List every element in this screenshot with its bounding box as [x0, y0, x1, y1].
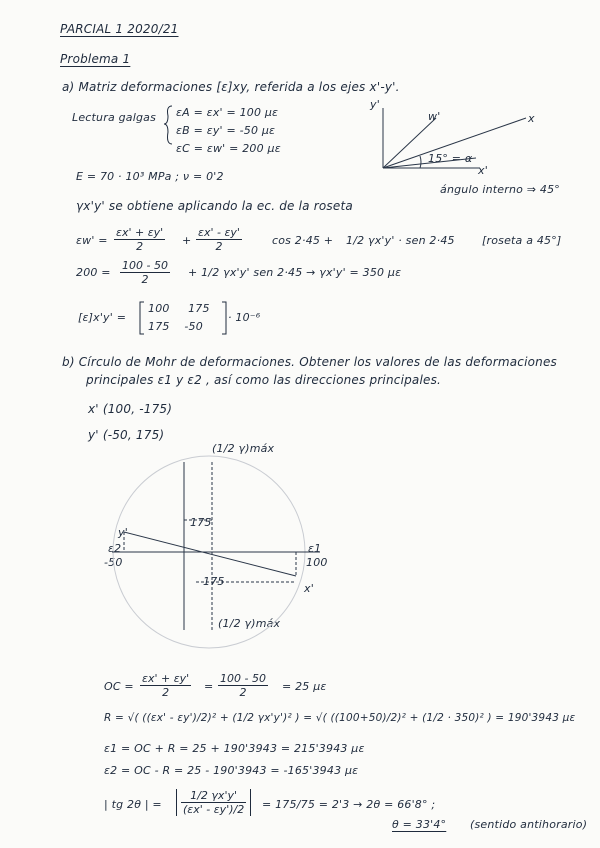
sub-rest: + 1/2 γx'y' sen 2·45 → γx'y' = 350 με [188, 266, 402, 279]
eq-rosette-note: [roseta a 45°] [482, 234, 562, 247]
mohr-175-bottom: 175 [203, 575, 225, 588]
part-b-heading-2: principales ε1 y ε2 , así como las direcciones principales. [86, 373, 442, 387]
part-a-heading: a) Matriz deformaciones [ε]xy, referida a los ejes x'-y'. [62, 80, 400, 94]
eq-shear-term: 1/2 γx'y' · sen 2·45 [346, 234, 455, 247]
diagram-xp-label: x' [478, 164, 488, 177]
gauge-a: εA = εx' = 100 με [176, 106, 279, 119]
mohr-100: 100 [306, 556, 328, 569]
matrix-scale: · 10⁻⁶ [228, 311, 261, 324]
e1-eq: ε1 = OC + R = 25 + 190'3943 = 215'3943 με [104, 742, 365, 755]
oc-frac-1: $\frac{\varepsilon x' + \varepsilon y'}{2}$ [142, 672, 190, 699]
oc-frac-2: $\frac{100 - 50}{2}$ [220, 672, 266, 699]
matrix-row-1: 100 175 [148, 302, 210, 315]
eq-frac-1: $\frac{\varepsilon x' + \varepsilon y'}{2}$ [116, 226, 164, 253]
theta-result: θ = 33'4° [392, 818, 447, 831]
material-props: E = 70 · 10³ MPa ; ν = 0'2 [76, 170, 224, 183]
matrix-right-bracket [222, 302, 226, 334]
eq-frac-2: $\frac{\varepsilon x' - \varepsilon y'}{2}$ [198, 226, 240, 253]
gauge-brace [164, 106, 172, 144]
sub-frac: $\frac{100 - 50}{2}$ [122, 259, 168, 286]
mohr-yp: y' [118, 526, 128, 539]
gauge-c: εC = εw' = 200 με [176, 142, 281, 155]
matrix-left-bracket [140, 302, 144, 334]
gauge-b: εB = εy' = -50 με [176, 124, 276, 137]
tg-rest: = 175/75 = 2'3 → 2θ = 66'8° ; [262, 798, 436, 811]
rosette-note: γx'y' se obtiene aplicando la ec. de la roseta [76, 199, 353, 213]
gauges-label: Lectura galgas [72, 111, 157, 124]
oc-label: OC = [104, 680, 134, 693]
mohr-diameter [124, 532, 296, 576]
problem-title: Problema 1 [60, 52, 131, 66]
diagram-w-label: w' [428, 110, 441, 123]
tg-frac: $\frac{1/2 \gamma x'y'}{(\varepsilon x' - \varepsilon y')/2}$ [176, 789, 251, 816]
matrix-row-2: 175 -50 [148, 320, 203, 333]
matrix-label: [ε]x'y' = [78, 311, 127, 324]
mohr-minus-50: -50 [104, 556, 123, 569]
rosette-diagram [383, 108, 526, 168]
w-axis-line [383, 118, 436, 168]
mohr-175-top: 175 [190, 516, 212, 529]
eq-cos-term: cos 2·45 + [272, 234, 334, 247]
point-x: x' (100, -175) [88, 402, 173, 416]
point-y: y' (-50, 175) [88, 428, 165, 442]
mohr-xp: x' [304, 582, 314, 595]
rotation-sense: (sentido antihorario) [470, 818, 588, 831]
sub-prefix: 200 = [76, 266, 111, 279]
mohr-circle-diagram [112, 456, 320, 648]
mohr-bottom-label: (1/2 γ)máx [218, 617, 281, 630]
oc-result: = 25 με [282, 680, 327, 693]
eq-plus: + [182, 234, 192, 247]
eq-prefix: εw' = [76, 234, 108, 247]
mohr-e2: ε2 [108, 542, 122, 555]
mohr-top-label: (1/2 γ)máx [212, 442, 275, 455]
angle-arc [420, 156, 421, 168]
mohr-e1: ε1 [308, 542, 322, 555]
tg-prefix: | tg 2θ | = [104, 798, 162, 811]
diagram-angle-label: 15° = α [428, 152, 473, 165]
e2-eq: ε2 = OC - R = 25 - 190'3943 = -165'3943 με [104, 764, 359, 777]
part-b-heading-1: b) Círculo de Mohr de deformaciones. Obtener los valores de las deformaciones [62, 355, 557, 369]
diagram-y-label: y' [370, 98, 380, 111]
exam-title: PARCIAL 1 2020/21 [60, 22, 179, 36]
radius-eq: R = √( ((εx' - εy')/2)² + (1/2 γx'y')² ) = √( ((100+50)/2)² + (1/2 · 350)² ) = 190'3943 με [104, 712, 576, 724]
internal-angle-note: ángulo interno ⇒ 45° [440, 183, 560, 196]
diagram-x-label: x [528, 112, 535, 125]
oc-eq: = [204, 680, 214, 693]
